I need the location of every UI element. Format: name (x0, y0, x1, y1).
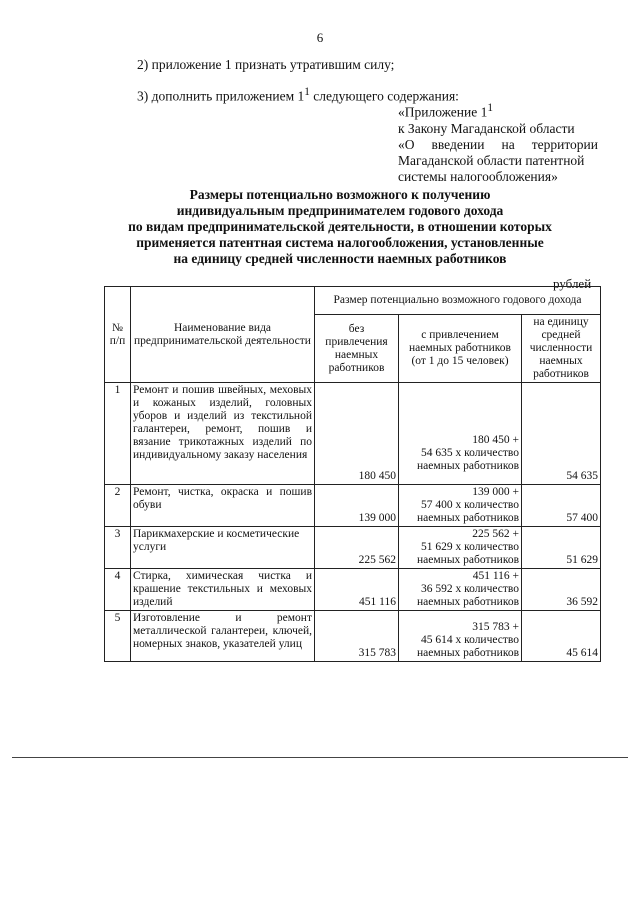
formula-unit: наемных работников (417, 554, 519, 566)
activity-name: Ремонт, чистка, окраска и пошив обуви (131, 485, 315, 527)
header-without-employees: без привлечения наемных работников (315, 315, 399, 383)
formula-base: 225 562 + (472, 528, 519, 540)
row-number: 2 (105, 485, 131, 527)
table-row (105, 569, 601, 611)
income-per-employee: 36 592 (522, 569, 601, 611)
table-heading (90, 187, 590, 267)
formula-unit: наемных работников (417, 647, 519, 659)
income-with-employees (399, 611, 522, 662)
activity-name: Стирка, химическая чистка и крашение текстильных и меховых изделий (131, 569, 315, 611)
table-row (105, 527, 601, 569)
annex-title: «Приложение 1 (398, 104, 488, 120)
income-table (104, 286, 601, 662)
heading-line-4: применяется патентная система налогообложения, установленные (136, 235, 544, 250)
row-number: 4 (105, 569, 131, 611)
annex-line-2: к Закону Магаданской области (398, 120, 575, 136)
header-per-employee: на единицу средней численности наемных работников (522, 315, 601, 383)
activity-name: Изготовление и ремонт металлической галантереи, ключей, номерных знаков, указателей улиц (131, 611, 315, 662)
header-with-employees: с привлечением наемных работников (от 1 до 15 человек) (399, 315, 522, 383)
annex-line-3: «О введении на территории (398, 136, 598, 152)
formula-base: 139 000 + (472, 486, 519, 498)
annex-line-4: Магаданской области патентной (398, 152, 585, 168)
heading-line-2: индивидуальным предпринимателем годового дохода (176, 203, 504, 218)
formula-rate: 36 592 х количество (420, 583, 519, 595)
activity-name: Парикмахерские и косметические услуги (131, 527, 315, 569)
formula-unit: наемных работников (417, 460, 519, 472)
annex-reference (398, 100, 598, 185)
annex-line-5: системы налогообложения» (398, 168, 558, 184)
item3-superscript: 1 (304, 86, 310, 98)
income-per-employee: 51 629 (522, 527, 601, 569)
formula-rate: 45 614 х количество (420, 634, 519, 646)
heading-line-5: на единицу средней численности наемных работников (173, 251, 507, 266)
formula-base: 451 116 + (472, 570, 519, 582)
income-without-employees: 139 000 (315, 485, 399, 527)
heading-line-3: по видам предпринимательской деятельности, в отношении которых (128, 219, 552, 234)
annex-line-1 (398, 100, 598, 121)
formula-base: 315 783 + (472, 621, 519, 633)
formula-unit: наемных работников (417, 512, 519, 524)
header-income-group: Размер потенциально возможного годового дохода (315, 287, 601, 315)
item3-prefix: 3) дополнить приложением 1 (137, 88, 305, 104)
annex-superscript: 1 (487, 102, 493, 114)
row-number: 1 (105, 383, 131, 485)
formula-rate: 54 635 х количество (420, 447, 519, 459)
income-with-employees (399, 569, 522, 611)
page-number: 6 (316, 30, 324, 45)
table-row (105, 611, 601, 662)
table-row (105, 485, 601, 527)
income-without-employees: 180 450 (315, 383, 399, 485)
amendment-item-2: 2) приложение 1 признать утратившим силу; (137, 57, 395, 72)
currency-unit-label: рублей (553, 276, 592, 291)
formula-base: 180 450 + (472, 434, 519, 446)
income-with-employees (399, 383, 522, 485)
income-per-employee: 57 400 (522, 485, 601, 527)
income-with-employees (399, 527, 522, 569)
row-number: 5 (105, 611, 131, 662)
income-without-employees: 225 562 (315, 527, 399, 569)
page-divider-line (12, 757, 628, 758)
income-with-employees (399, 485, 522, 527)
header-row-number: № п/п (105, 287, 131, 383)
table-row (105, 383, 601, 485)
item3-suffix: следующего содержания: (309, 88, 459, 104)
income-per-employee: 45 614 (522, 611, 601, 662)
heading-line-1: Размеры потенциально возможного к получению (189, 187, 491, 202)
formula-rate: 57 400 х количество (420, 499, 519, 511)
income-without-employees: 451 116 (315, 569, 399, 611)
header-activity-name: Наименование вида предпринимательской деятельности (131, 287, 315, 383)
income-without-employees: 315 783 (315, 611, 399, 662)
income-per-employee: 54 635 (522, 383, 601, 485)
formula-rate: 51 629 х количество (420, 541, 519, 553)
activity-name: Ремонт и пошив швейных, меховых и кожаных изделий, головных уборов и изделий из текстильной галантереи, ремонт, пошив и вязание трикотажных изделий по индивидуальному заказу населения (131, 383, 315, 485)
formula-unit: наемных работников (417, 596, 519, 608)
row-number: 3 (105, 527, 131, 569)
